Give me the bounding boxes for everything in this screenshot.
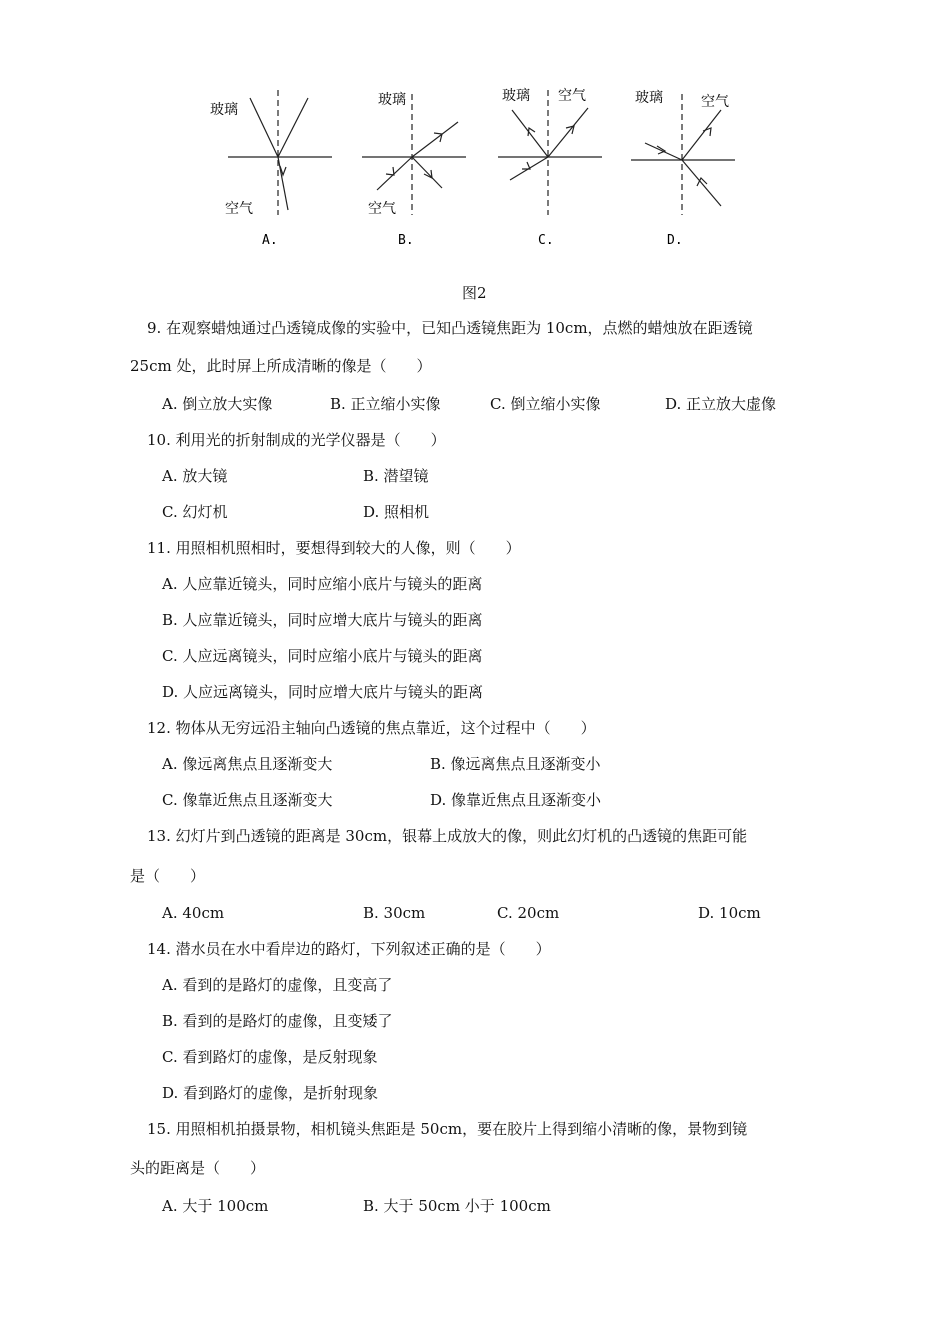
- q12-option-b: B. 像远离焦点且逐渐变小: [430, 755, 601, 773]
- q12-option-d: D. 像靠近焦点且逐渐变小: [430, 791, 602, 809]
- question-14-text: 14. 潜水员在水中看岸边的路灯，下列叙述正确的是（ ）: [147, 940, 551, 958]
- q9-option-a: A. 倒立放大实像: [162, 395, 273, 413]
- q13-option-a: A. 40cm: [162, 904, 225, 922]
- label-air: 空气: [701, 94, 729, 110]
- question-15-text: 15. 用照相机拍摄景物，相机镜头焦距是 50cm，要在胶片上得到缩小清晰的像，景物到镜: [147, 1120, 748, 1138]
- q9-option-c: C. 倒立缩小实像: [490, 395, 601, 413]
- q10-option-b: B. 潜望镜: [363, 467, 429, 485]
- q14-option-d: D. 看到路灯的虚像，是折射现象: [162, 1084, 379, 1102]
- diagram-letter: A.: [262, 233, 278, 248]
- ray-diagram-a: [200, 80, 340, 250]
- ray-diagram-c: [490, 80, 620, 250]
- question-9-text-cont: 25cm 处，此时屏上所成清晰的像是（ ）: [130, 357, 432, 375]
- ray-diagram-d: [625, 80, 755, 250]
- q11-option-b: B. 人应靠近镜头，同时应增大底片与镜头的距离: [162, 611, 483, 629]
- label-glass: 玻璃: [378, 92, 406, 108]
- label-air: 空气: [558, 88, 586, 104]
- diagram-letter: C.: [538, 233, 554, 248]
- q10-option-c: C. 幻灯机: [162, 503, 228, 521]
- question-13-text-cont: 是（ ）: [130, 867, 206, 885]
- ray-diagram-b: [350, 80, 480, 250]
- label-glass: 玻璃: [635, 90, 663, 106]
- diagram-letter: B.: [398, 233, 414, 248]
- q10-option-a: A. 放大镜: [162, 467, 228, 485]
- q15-option-b: B. 大于 50cm 小于 100cm: [363, 1197, 551, 1215]
- label-glass: 玻璃: [502, 88, 530, 104]
- q11-option-a: A. 人应靠近镜头，同时应缩小底片与镜头的距离: [162, 575, 483, 593]
- question-15-text-cont: 头的距离是（ ）: [130, 1159, 266, 1177]
- q14-option-a: A. 看到的是路灯的虚像，且变高了: [162, 976, 393, 994]
- label-air: 空气: [225, 201, 253, 217]
- label-air: 空气: [368, 201, 396, 217]
- q12-option-a: A. 像远离焦点且逐渐变大: [162, 755, 333, 773]
- q9-option-d: D. 正立放大虚像: [665, 395, 777, 413]
- question-13-text: 13. 幻灯片到凸透镜的距离是 30cm，银幕上成放大的像，则此幻灯机的凸透镜的焦距可能: [147, 827, 748, 845]
- q13-option-c: C. 20cm: [497, 904, 560, 922]
- question-9-text: 9. 在观察蜡烛通过凸透镜成像的实验中，已知凸透镜焦距为 10cm，点燃的蜡烛放在距透镜: [147, 319, 753, 337]
- q15-option-a: A. 大于 100cm: [162, 1197, 269, 1215]
- diagram-letter: D.: [667, 233, 683, 248]
- q10-option-d: D. 照相机: [363, 503, 430, 521]
- figure-2: [0, 0, 950, 302]
- q13-option-d: D. 10cm: [698, 904, 761, 922]
- question-12-text: 12. 物体从无穷远沿主轴向凸透镜的焦点靠近，这个过程中（ ）: [147, 719, 596, 737]
- figure-caption: 图2: [462, 284, 487, 302]
- q9-option-b: B. 正立缩小实像: [330, 395, 441, 413]
- q12-option-c: C. 像靠近焦点且逐渐变大: [162, 791, 333, 809]
- q14-option-c: C. 看到路灯的虚像，是反射现象: [162, 1048, 378, 1066]
- question-11-text: 11. 用照相机照相时，要想得到较大的人像，则（ ）: [147, 539, 521, 557]
- q14-option-b: B. 看到的是路灯的虚像，且变矮了: [162, 1012, 393, 1030]
- q11-option-d: D. 人应远离镜头，同时应增大底片与镜头的距离: [162, 683, 484, 701]
- q11-option-c: C. 人应远离镜头，同时应缩小底片与镜头的距离: [162, 647, 483, 665]
- label-glass: 玻璃: [210, 102, 238, 118]
- question-10-text: 10. 利用光的折射制成的光学仪器是（ ）: [147, 431, 446, 449]
- q13-option-b: B. 30cm: [363, 904, 426, 922]
